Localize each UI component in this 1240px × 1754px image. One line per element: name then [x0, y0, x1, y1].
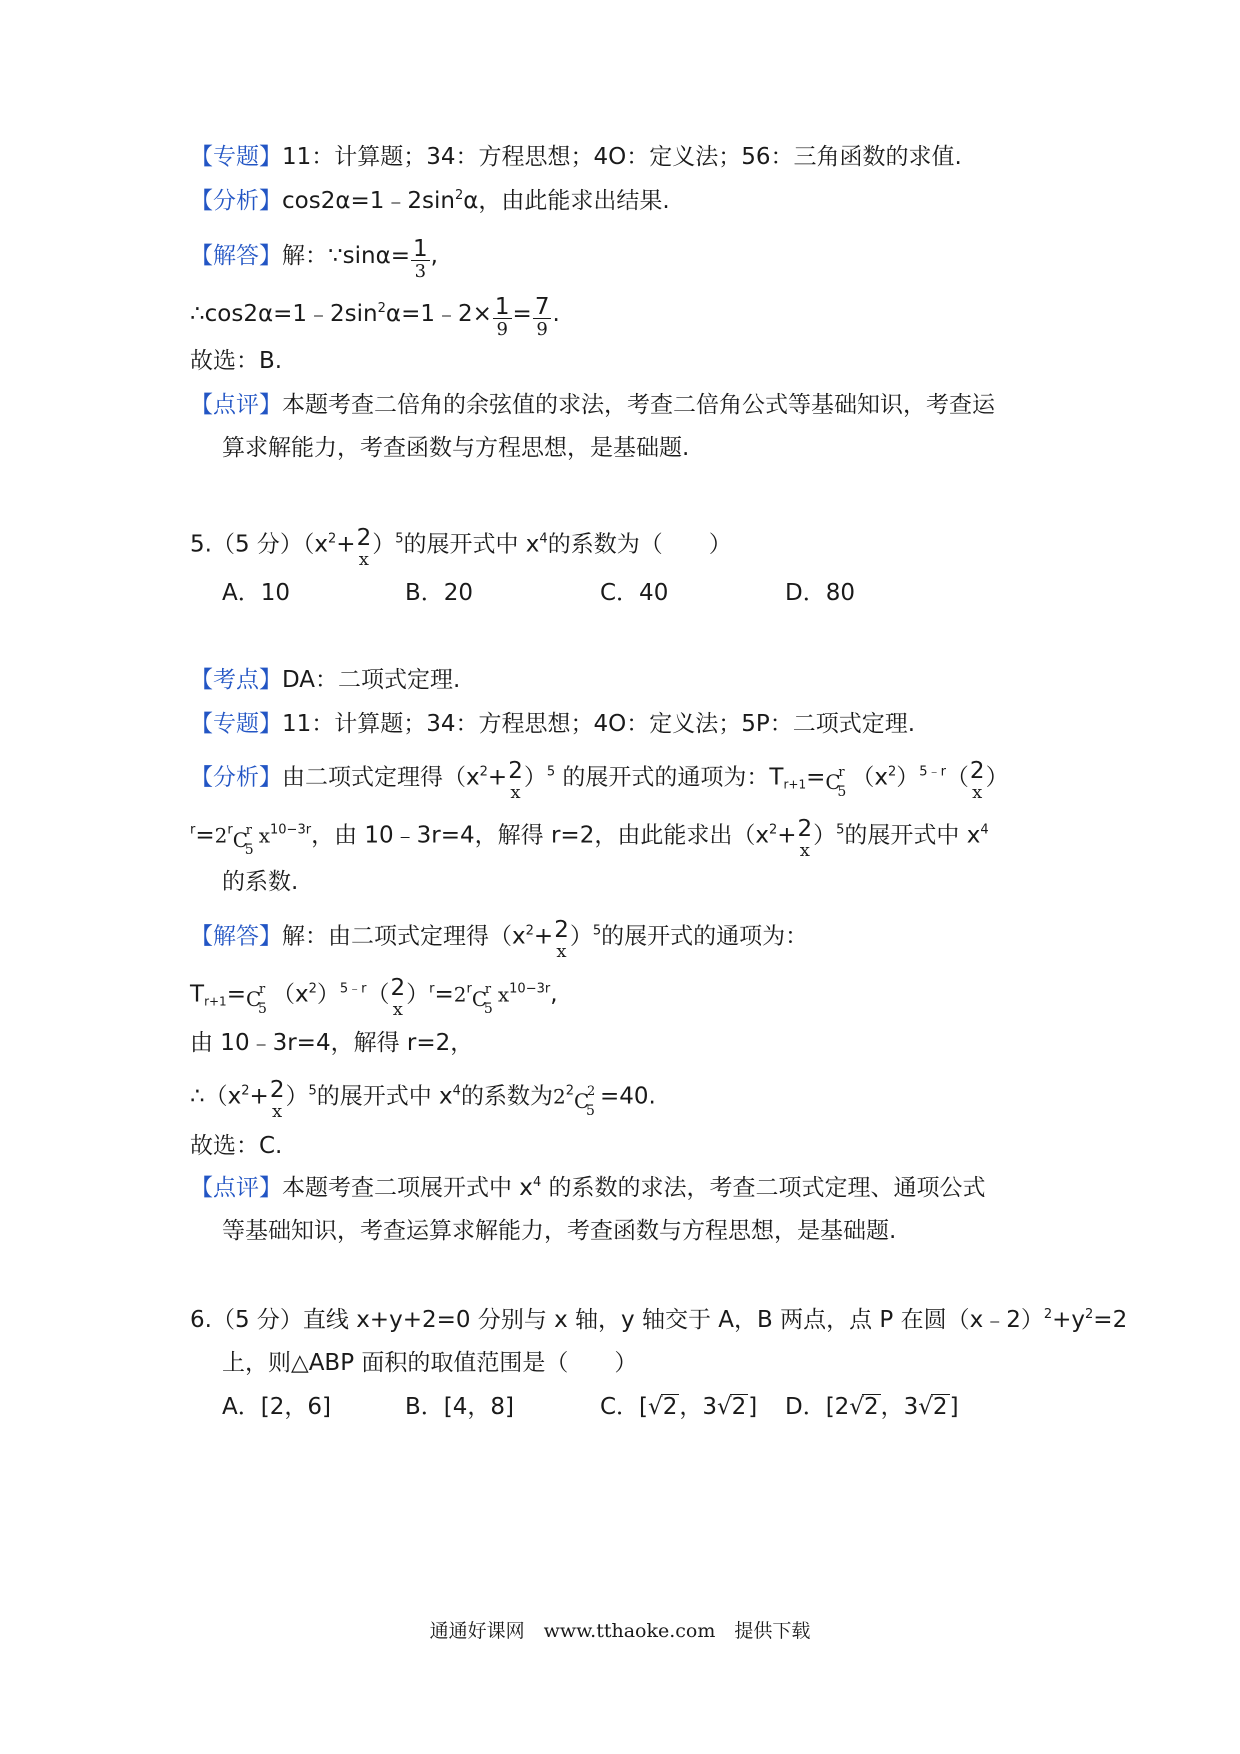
q6-option-c: C．[√2，3√2] [600, 1394, 758, 1420]
exponent: 5 [836, 822, 845, 838]
exponent: 5 [546, 764, 556, 780]
fraction-2-x: 2 x [269, 1077, 285, 1122]
q4-analysis-line [190, 186, 670, 216]
analysis-text: α，由此能求出结果. [463, 188, 670, 214]
q5-knowledge-line [190, 665, 460, 695]
q5-stem: 5.（5 分）（$x^2+$ 2 x ）$^5$的展开式中 $x^4$的系数为（ ） [190, 525, 732, 570]
fraction-1-9: $\frac{1}{9}$ [494, 294, 510, 340]
variable-x: x [258, 823, 271, 848]
therefore-text-b: 的展开式中 x [316, 1083, 453, 1110]
radicand: 2 [662, 1394, 678, 1420]
q5-solve-step: 由 10﹣3r=4，解得 r=2， [190, 1030, 474, 1056]
exponent: 2 [1043, 1307, 1053, 1322]
q4-answer: 故选：B. [190, 348, 283, 374]
topic-text: 11：计算题；34：方程思想；4O：定义法；56：三角函数的求值. [282, 144, 962, 170]
fraction-2-x: 2 x [508, 758, 523, 803]
therefore-result: =40. [599, 1083, 656, 1110]
exponent: 2 [525, 923, 534, 939]
review-tag: 【点评】 [190, 1175, 282, 1201]
solution-text-b: 的展开式的通项为： [601, 923, 809, 950]
q5-analysis-line-3: 的系数. [222, 869, 299, 895]
fraction-2-x: 2 x [554, 917, 569, 962]
exponent: 2 [1085, 1307, 1094, 1322]
analysis-tag: 【分析】 [190, 188, 282, 214]
q5-review-line-2: 等基础知识，考查运算求解能力，考查函数与方程思想，是基础题. [222, 1218, 897, 1244]
exponent: 5 [592, 923, 602, 939]
sqrt-icon: √ [716, 1394, 732, 1420]
radicand: 2 [932, 1394, 948, 1420]
page-footer: 通通好课网 www.tthaoke.com 提供下载 [429, 1620, 811, 1642]
step2-text-b: α=1﹣2× [385, 301, 492, 327]
analysis-formula: cos2α=1﹣2sin [282, 188, 455, 214]
term-T: T [190, 981, 205, 1008]
radicand: 2 [731, 1394, 747, 1420]
q6-option-d: D．[2√2，3√2] [785, 1394, 959, 1420]
paren: ） [372, 531, 396, 558]
q4-review-line-1 [190, 390, 995, 420]
q5-analysis-line-1: 【分析】由二项式定理得（$x^2+$ 2 x ）$^5$ 的展开式的通项为：$T_{r+1}=$ C r 5 $(x^2)^{5﹣r}$（ 2 x ） [190, 758, 1009, 803]
combination-c52: C 2 5 [573, 1084, 596, 1119]
exponent: 2 [308, 981, 317, 997]
exponent: r [190, 822, 196, 838]
q5-option-a: A．10 [222, 580, 291, 606]
q5-therefore-line: $\therefore(x^2+$ 2 x ）$^5$的展开式中 $x^4$的系数为$2^2$ C 2 5 =40. [190, 1077, 656, 1122]
paren: ） [285, 1083, 309, 1110]
exponent: r [227, 822, 233, 838]
subscript: r+1 [783, 777, 807, 792]
stem-text-b: +y [1052, 1307, 1086, 1333]
q5-option-d: D．80 [785, 580, 855, 606]
exponent: 4 [980, 822, 989, 838]
review-tag: 【点评】 [190, 392, 282, 418]
coefficient: 2 [552, 1084, 566, 1109]
q5-answer: 故选：C. [190, 1133, 283, 1159]
exponent: 2 [565, 1083, 574, 1099]
q6-option-b: B．[4，8] [405, 1394, 514, 1420]
therefore-text-c: 的系数为 [460, 1083, 553, 1110]
q4-topic-line [190, 142, 962, 172]
knowledge-text: DA：二项式定理. [282, 667, 461, 693]
q4-step2 [190, 292, 560, 340]
fraction-2-x: 2 x [797, 816, 813, 861]
review-text: 本题考查二倍角的余弦值的求法，考查二倍角公式等基础知识，考查运 [282, 392, 995, 418]
stem-text-c: =2 [1093, 1307, 1128, 1333]
combination-c5r: C r 5 [471, 982, 493, 1017]
topic-text: 11：计算题；34：方程思想；4O：定义法；5P：二项式定理. [282, 711, 916, 737]
q4-review-line-2: 算求解能力，考查函数与方程思想，是基础题. [222, 435, 690, 461]
exponent: 5﹣r [919, 764, 946, 780]
exponent: 2 [479, 764, 488, 780]
topic-tag: 【专题】 [190, 711, 282, 737]
exponent: 5﹣r [339, 981, 367, 997]
exponent: 2 [454, 188, 464, 203]
exponent: 2 [768, 822, 778, 838]
q5-option-c: C．40 [600, 580, 669, 606]
exponent: 2 [241, 1083, 250, 1099]
q4-solution-line: 【解答】解：∵sinα= $\frac{1}{3}$ , [190, 236, 438, 282]
combination-c5r: C r 5 [245, 982, 267, 1017]
solution-text: 解：∵sinα= [282, 243, 411, 269]
q5-review-line-1 [190, 1173, 986, 1203]
radicand: 2 [863, 1394, 879, 1420]
exponent: r [466, 981, 472, 997]
fraction-2-x: 2 x [356, 525, 372, 570]
stem-text-c: 的系数为（ ） [547, 531, 732, 558]
knowledge-tag: 【考点】 [190, 667, 282, 693]
paren: ） [569, 923, 593, 950]
variable-x: x [497, 982, 510, 1007]
therefore-text: ∴（x [190, 1083, 242, 1110]
exponent: 4 [532, 1175, 542, 1190]
stem-text: 6.（5 分）直线 x+y+2=0 分别与 x 轴，y 轴交于 A，B 两点，点 P 在圆（x﹣2） [190, 1307, 1044, 1333]
exponent: 4 [539, 531, 548, 547]
sqrt-icon: √ [648, 1394, 663, 1420]
review-text-b: 的系数的求法，考查二项式定理、通项公式 [548, 1175, 986, 1201]
stem-text-b: 的展开式中 x [403, 531, 540, 558]
paren: ） [523, 764, 547, 791]
period: . [552, 301, 560, 327]
analysis-text-d: 的展开式中 x [844, 822, 981, 849]
topic-tag: 【专题】 [190, 144, 282, 170]
fraction-2-x: 2 x [969, 758, 985, 803]
analysis-tag: 【分析】 [190, 764, 282, 791]
analysis-text-b: 的展开式的通项为：T [562, 764, 784, 791]
combination-c5r: C r 5 [232, 823, 254, 858]
exponent: r [429, 981, 435, 997]
solution-tag: 【解答】 [190, 243, 282, 269]
solution-text: 解：由二项式定理得（x [282, 923, 526, 950]
combination-c5r: C r 5 [825, 765, 847, 800]
coefficient: 2 [453, 982, 467, 1007]
q5-solution-line: 【解答】解：由二项式定理得（$x^2+$ 2 x ）$^5$的展开式的通项为： [190, 917, 809, 962]
exponent: 2 [888, 764, 897, 780]
exponent: 5 [308, 1083, 317, 1099]
q6-option-a: A．[2，6] [222, 1394, 331, 1420]
equals-sign: = [512, 301, 532, 327]
exponent: 10−3r [509, 981, 551, 997]
paren: ） [813, 822, 837, 849]
solution-tag: 【解答】 [190, 923, 282, 950]
fraction-2-x: 2 x [390, 975, 406, 1020]
exponent: 5 [395, 531, 404, 547]
step2-text: ∴cos2α=1﹣2sin [190, 301, 378, 327]
fraction-7-9: $\frac{7}{9}$ [534, 294, 550, 340]
exponent: 10−3r [270, 822, 312, 838]
exponent: 4 [452, 1083, 461, 1099]
sqrt-icon: √ [849, 1394, 864, 1420]
q5-topic-line [190, 709, 915, 739]
q6-stem-line-2: 上，则△ABP 面积的取值范围是（ ） [222, 1350, 638, 1376]
review-text: 本题考查二项展开式中 x [282, 1175, 533, 1201]
coefficient: 2 [214, 823, 228, 848]
subscript: r+1 [204, 994, 227, 1009]
analysis-text-c: ，由 10﹣3r=4，解得 r=2，由此能求出（x [311, 822, 769, 849]
q5-analysis-line-2: $^r=2^r$ C r 5 $x^{10-3r}$，由 10﹣3r=4，解得 r=2，由此能求出（$x^2+$ 2 x ）$^5$的展开式中 $x^4$ [190, 816, 989, 861]
exponent: 2 [377, 301, 386, 316]
stem-text: 5.（5 分）（x [190, 531, 328, 558]
q5-general-term: $T_{r+1}=$ C r 5 $(x^2)^{5﹣r}$（ 2 x ）$^r=2^r$ C r 5 $x^{10-3r}$, [190, 975, 558, 1020]
q5-option-b: B．20 [405, 580, 474, 606]
analysis-text: 由二项式定理得（x [282, 764, 480, 791]
fraction-1-3: $\frac{1}{3}$ [413, 236, 428, 282]
q6-stem-line-1 [190, 1305, 1127, 1335]
sqrt-icon: √ [918, 1394, 933, 1420]
exponent: 2 [328, 531, 337, 547]
